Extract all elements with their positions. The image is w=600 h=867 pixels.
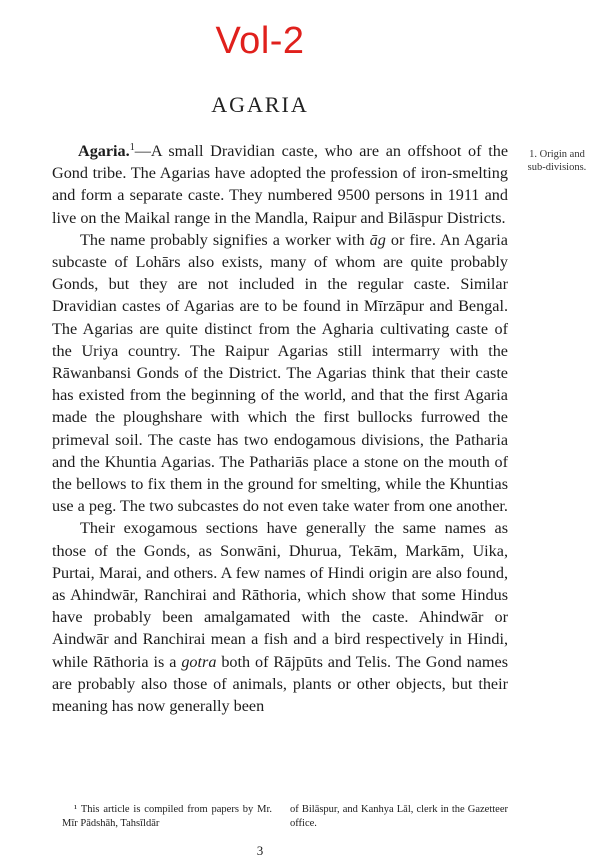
paragraph-2: [52, 229, 508, 518]
footnote-right-column: of Bilāspur, and Kanhya Lāl, clerk in the Gazetteer office.: [290, 804, 508, 829]
footnote: [62, 803, 508, 830]
entry-term: Agaria.: [78, 142, 130, 160]
footnote-left-column: ¹ This article is compiled from papers by Mr. Mīr Pādshāh, Tahsīldār: [62, 804, 272, 829]
volume-label: Vol-2: [215, 20, 305, 62]
paragraph-3-italic: gotra: [181, 652, 217, 671]
paragraph-3: [52, 517, 508, 717]
footnote-reference: 1: [129, 142, 135, 153]
paragraph-3-text-b: both of Rājpūts and Telis. The Gond names are probably also those of animals, plants or other objects, but their meaning has now generally been: [52, 652, 508, 716]
margin-note: 1. Origin and sub-divisions.: [527, 149, 587, 173]
chapter-title: AGARIA: [211, 92, 309, 117]
paragraph-1-text: —A small Dravidian caste, who are an offshoot of the Gond tribe. The Agarias have adopted the profession of iron-smelting and form a separate caste. They numbered 9500 persons in 1911 and live on the Maikal range in the Mandla, Raipur and Bilāspur Districts.: [52, 142, 508, 227]
main-text: [52, 140, 508, 717]
paragraph-2-text-a: The name probably signifies a worker with: [80, 230, 370, 249]
page-number: 3: [256, 843, 264, 858]
paragraph-1: [52, 140, 508, 229]
paragraph-2-text-b: or fire. An Agaria subcaste of Lohārs also exists, many of whom are quite probably Gonds, but they are not included in the regular caste. Similar Dravidian castes of Agarias are to be found in Mīrzāpur and Bengal. The Agarias are quite distinct from the Agharia cultivating caste of the Uriya country. The Raipur Agarias still intermarry with the Rāwanbansi Gonds of the District. The Agarias think that their caste has existed from the beginning of the world, and that the first Agaria made the ploughshare with which the first bullocks furrowed the primeval soil. The caste has two endogamous divisions, the Patharia and the Khuntia Agarias. The Pathariās place a stone on the mouth of the bellows to fix them in the ground for smelting, while the Khuntias use a peg. The two subcastes do not even take water from one another.: [52, 230, 508, 516]
paragraph-3-text-a: Their exogamous sections have generally the same names as those of the Gonds, as Sonwāni, Dhurua, Tekām, Markām, Uika, Purtai, Marai, and others. A few names of Hindi origin are also found, as Ahindwār, Ranchirai and Rāthoria, which show that some Hindus have probably been amalgamated with the caste. Ahindwār or Aindwār and Ranchirai mean a fish and a bird respectively in Hindi, while Rāthoria is a: [52, 519, 508, 671]
paragraph-2-italic: āg: [369, 230, 386, 249]
